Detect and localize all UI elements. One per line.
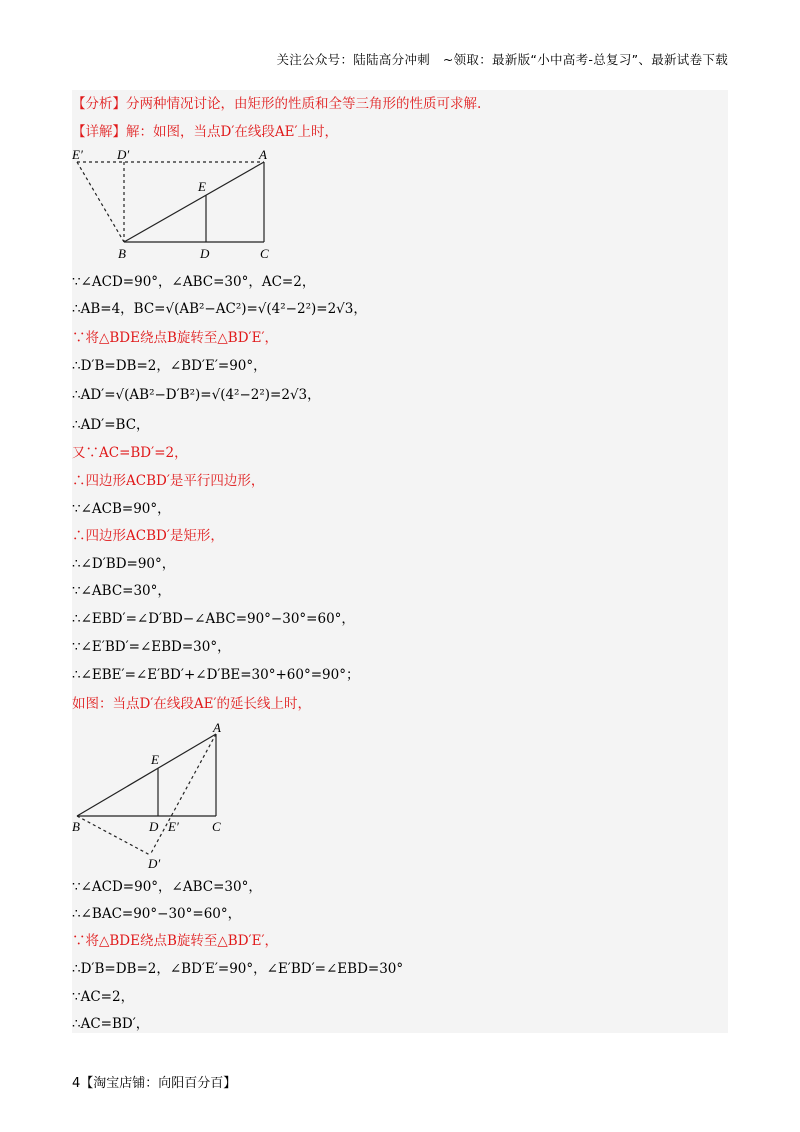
diagram-case-2: [72, 720, 252, 870]
label-d-prime: D′: [117, 147, 130, 162]
diagram-case-1: [72, 146, 292, 266]
label-e: E: [198, 179, 206, 194]
step-text: ∵将△BDE绕点B旋转至△BD′E′，: [72, 933, 279, 949]
step-text: ∴AB=4，BC=√(AB²−AC²)=√(4²−2²)=2√3，: [72, 301, 367, 317]
step-text: 如图：当点D′在线段AE′的延长线上时，: [72, 696, 312, 712]
step-text: ∴∠BAC=90°−30°=60°，: [72, 906, 242, 922]
footer-text: 【淘宝店铺：向阳百分百】: [80, 1076, 237, 1091]
step-line: [72, 273, 315, 291]
step-text: ∵AC=2，: [72, 989, 135, 1005]
step-text: ∴D′B=DB=2，∠BD′E′=90°，: [72, 358, 267, 374]
segment-b-a: [77, 734, 216, 816]
label-c: C: [260, 246, 269, 261]
label-b: B: [72, 819, 80, 834]
segment-b-a: [124, 162, 264, 242]
step-text: ∴四边形ACBD′是平行四边形，: [72, 473, 265, 489]
page-header: 关注公众号：陆陆高分冲刺 ~领取：最新版“小中高考-总复习”、最新试卷下载: [276, 52, 728, 67]
step-line: [72, 527, 224, 545]
segment-a-d-prime: [150, 734, 216, 855]
step-text: ∵∠E′BD′=∠EBD=30°，: [72, 639, 231, 655]
step-line: [72, 638, 231, 656]
step-text: ∴D′B=DB=2，∠BD′E′=90°，∠E′BD′=∠EBD=30°: [72, 961, 404, 977]
solution-content: [72, 90, 728, 1033]
step-line: [72, 500, 171, 518]
step-line: [72, 472, 264, 490]
step-line: [72, 988, 134, 1006]
step-text: ∴AD′=BC，: [72, 417, 150, 433]
step-text: ∴∠EBE′=∠E′BD′+∠D′BE=30°+60°=90°；: [72, 667, 360, 683]
step-line: [72, 960, 403, 978]
analysis-line: [72, 95, 481, 113]
detail-text: 【详解】解：如图，当点D′在线段AE′上时，: [72, 124, 339, 140]
detail-line: [72, 123, 338, 141]
step-line: [72, 905, 241, 923]
step-line: [72, 932, 278, 950]
step-line: [72, 444, 188, 462]
step-text: 又∵AC=BD′=2，: [72, 445, 188, 461]
label-d: D: [200, 246, 210, 261]
label-c: C: [212, 819, 221, 834]
step-line: [72, 329, 278, 347]
step-text: ∵∠ACB=90°，: [72, 501, 171, 517]
step-text: ∴∠EBD′=∠D′BD−∠ABC=90°−30°=60°，: [72, 611, 355, 627]
step-line: [72, 695, 311, 713]
step-text: ∵∠ABC=30°，: [72, 583, 171, 599]
analysis-text: 【分析】分两种情况讨论，由矩形的性质和全等三角形的性质可求解.: [72, 96, 482, 112]
page-number: 4: [72, 1076, 81, 1091]
label-a: A: [259, 147, 267, 162]
step-line: [72, 582, 171, 600]
step-text: ∵∠ACD=90°，∠ABC=30°，: [72, 879, 262, 895]
step-line: [72, 300, 367, 318]
segment-e-prime-b: [77, 162, 124, 242]
step-line: [72, 386, 321, 404]
page-footer: [72, 1072, 236, 1091]
step-line: [72, 416, 150, 434]
step-line: [72, 610, 355, 628]
step-text: ∵将△BDE绕点B旋转至△BD′E′，: [72, 330, 279, 346]
step-text: ∴AD′=√(AB²−D′B²)=√(4²−2²)=2√3，: [72, 387, 321, 403]
label-a: A: [213, 720, 221, 735]
step-line: [72, 1015, 149, 1033]
label-d: D: [149, 819, 159, 834]
label-e-prime: E′: [168, 819, 179, 834]
step-text: ∵∠ACD=90°，∠ABC=30°，AC=2，: [72, 274, 316, 290]
segment-b-d-prime: [77, 816, 150, 855]
step-text: ∴AC=BD′，: [72, 1016, 150, 1032]
step-line: [72, 555, 175, 573]
label-d-prime: D′: [148, 856, 161, 870]
label-e-prime: E′: [72, 147, 83, 162]
label-e: E: [151, 752, 159, 767]
step-text: ∴四边形ACBD′是矩形，: [72, 528, 224, 544]
step-line: [72, 878, 262, 896]
label-b: B: [118, 246, 126, 261]
step-line: [72, 666, 359, 684]
step-text: ∴∠D′BD=90°，: [72, 556, 176, 572]
step-line: [72, 357, 267, 375]
